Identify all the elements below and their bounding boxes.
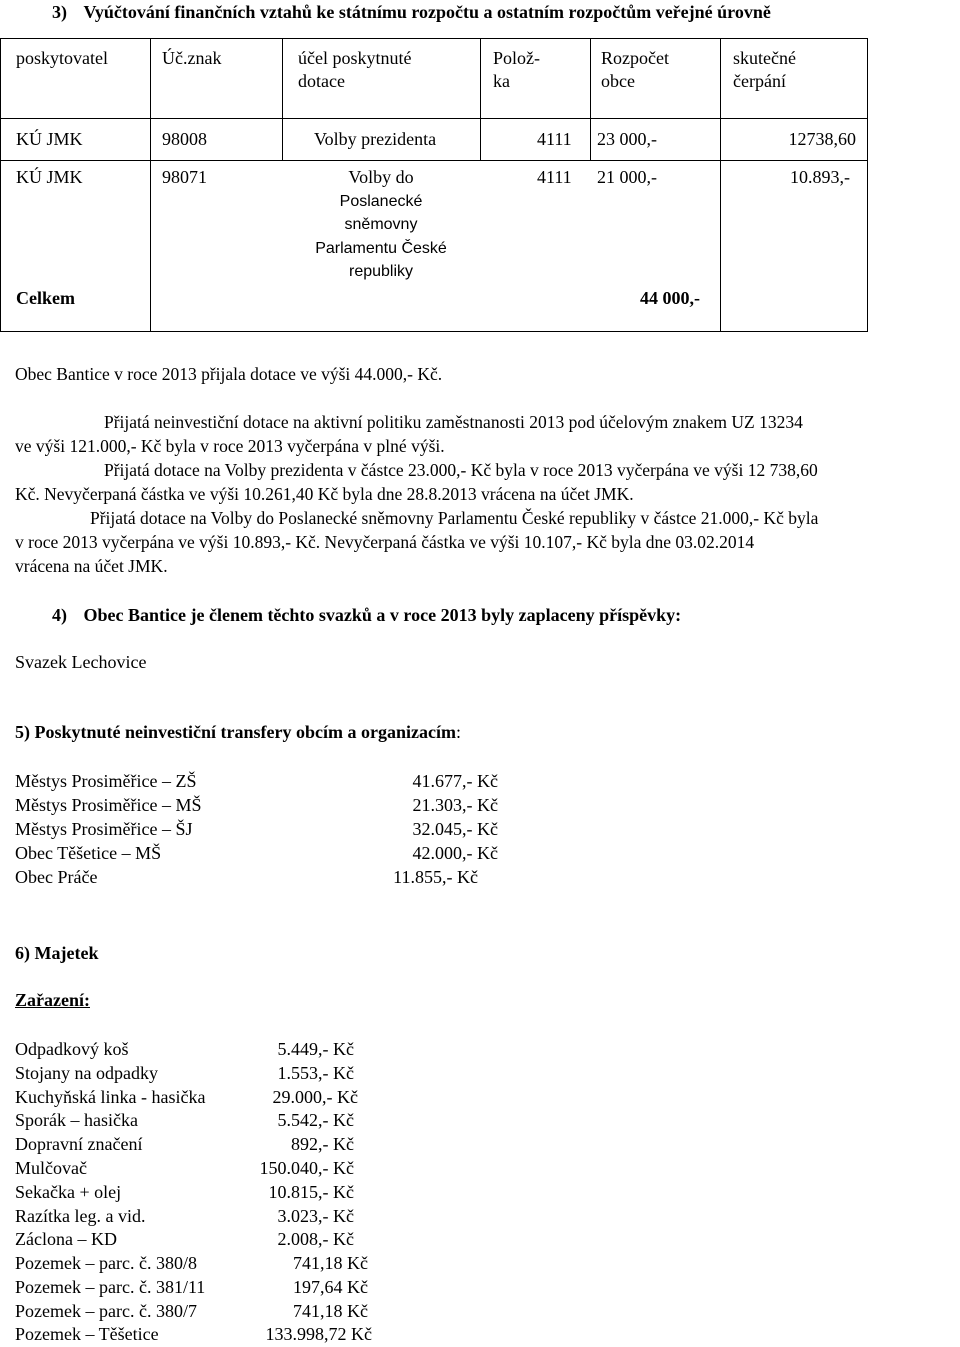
header-code: Úč.znak — [162, 48, 222, 68]
list-item: Kuchyňská linka - hasička — [15, 1087, 206, 1107]
cell-actual: 12738,60 — [788, 129, 856, 149]
list-item-amount: 41.677,- Kč — [412, 771, 498, 791]
cell-item: 4111 — [537, 167, 572, 187]
list-item-amount: 197,64 Kč — [293, 1277, 368, 1297]
list-item-amount: 32.045,- Kč — [412, 819, 498, 839]
cell-code: 98071 — [162, 167, 207, 187]
total-label: Celkem — [16, 288, 75, 308]
paragraph-line: Obec Bantice v roce 2013 přijala dotace ve výši 44.000,- Kč. — [15, 364, 443, 384]
list-item: Sporák – hasička — [15, 1110, 138, 1130]
list-item: Pozemek – parc. č. 381/11 — [15, 1277, 206, 1297]
header-provider: poskytovatel — [16, 48, 108, 68]
list-item-amount: 11.855,- Kč — [393, 867, 478, 887]
list-item: Pozemek – parc. č. 380/7 — [15, 1301, 197, 1321]
list-item: Razítka leg. a vid. — [15, 1206, 146, 1226]
section-4-number: 4) — [52, 605, 67, 625]
list-item: Městys Prosiměřice – ZŠ — [15, 771, 197, 791]
paragraph-line: vrácena na účet JMK. — [15, 556, 168, 576]
cell-item: 4111 — [537, 129, 572, 149]
list-item-amount: 892,- Kč — [291, 1134, 354, 1154]
list-item: Sekačka + olej — [15, 1182, 122, 1202]
section-4-title: Obec Bantice je členem těchto svazků a v roce 2013 byly zaplaceny příspěvky: — [83, 605, 682, 625]
list-item-amount: 3.023,- Kč — [277, 1206, 354, 1226]
paragraph-line: Přijatá dotace na Volby prezidenta v částce 23.000,- Kč byla v roce 2013 vyčerpána ve výši 12 738,60 — [104, 460, 818, 480]
header-actual: skutečné čerpání — [733, 48, 796, 91]
list-item-amount: 21.303,- Kč — [412, 795, 498, 815]
list-item-amount: 5.542,- Kč — [277, 1110, 354, 1130]
list-item: Městys Prosiměřice – ŠJ — [15, 819, 193, 839]
section-4-item: Svazek Lechovice — [15, 652, 147, 672]
paragraph-line: Přijatá neinvestiční dotace na aktivní politiku zaměstnanosti 2013 pod účelovým znakem UZ 13234 — [104, 412, 803, 432]
list-item-amount: 1.553,- Kč — [277, 1063, 354, 1083]
section-3-heading — [52, 2, 771, 23]
total-value: 44 000,- — [640, 288, 700, 308]
list-item-amount: 29.000,- Kč — [272, 1087, 358, 1107]
cell-code: 98008 — [162, 129, 207, 149]
list-item: Pozemek – parc. č. 380/8 — [15, 1253, 197, 1273]
list-item: Stojany na odpadky — [15, 1063, 158, 1083]
list-item: Odpadkový koš — [15, 1039, 129, 1059]
header-purpose: účel poskytnuté dotace — [298, 48, 412, 91]
header-budget: Rozpočet obce — [601, 48, 669, 91]
section-6-subtitle: Zařazení: — [15, 990, 90, 1010]
cell-provider: KÚ JMK — [16, 167, 83, 187]
list-item-amount: 150.040,- Kč — [259, 1158, 354, 1178]
section-4-heading — [52, 605, 681, 626]
header-item: Polož- ka — [493, 48, 540, 91]
list-item: Dopravní značení — [15, 1134, 143, 1154]
cell-budget: 21 000,- — [597, 167, 657, 187]
section-6-title: 6) Majetek — [15, 943, 99, 963]
list-item-amount: 2.008,- Kč — [277, 1229, 354, 1249]
section-3-title: Vyúčtování finančních vztahů ke státnímu rozpočtu a ostatním rozpočtům veřejné úrovně — [83, 2, 771, 22]
list-item-amount: 133.998,72 Kč — [265, 1324, 372, 1344]
paragraph-line: v roce 2013 vyčerpána ve výši 10.893,- Kč. Nevyčerpaná částka ve výši 10.107,- Kč byla dne 03.02.2014 — [15, 532, 755, 552]
paragraph-line: Přijatá dotace na Volby do Poslanecké sněmovny Parlamentu České republiky v částce 21.000,- Kč byla — [90, 508, 819, 528]
section-5-heading: 5) Poskytnuté neinvestiční transfery obcím a organizacím: — [15, 722, 461, 742]
list-item-amount: 42.000,- Kč — [412, 843, 498, 863]
section-3-number: 3) — [52, 2, 67, 22]
paragraph-line: ve výši 121.000,- Kč byla v roce 2013 vyčerpána v plné výši. — [15, 436, 445, 456]
cell-purpose: Volby do Poslanecké sněmovny Parlamentu České republiky — [315, 167, 447, 280]
cell-actual: 10.893,- — [790, 167, 850, 187]
section-5-title: 5) Poskytnuté neinvestiční transfery obcím a organizacím — [15, 722, 456, 742]
list-item-amount: 741,18 Kč — [293, 1253, 368, 1273]
list-item: Mulčovač — [15, 1158, 87, 1178]
cell-purpose: Volby prezidenta — [314, 129, 437, 149]
list-item-amount: 741,18 Kč — [293, 1301, 368, 1321]
paragraph-line: Kč. Nevyčerpaná částka ve výši 10.261,40 Kč byla dne 28.8.2013 vrácena na účet JMK. — [15, 484, 634, 504]
cell-provider: KÚ JMK — [16, 129, 83, 149]
list-item-amount: 10.815,- Kč — [268, 1182, 354, 1202]
list-item-amount: 5.449,- Kč — [277, 1039, 354, 1059]
cell-budget: 23 000,- — [597, 129, 657, 149]
list-item: Obec Práče — [15, 867, 98, 887]
list-item: Záclona – KD — [15, 1229, 117, 1249]
list-item: Pozemek – Těšetice — [15, 1324, 159, 1344]
list-item: Městys Prosiměřice – MŠ — [15, 795, 202, 815]
list-item: Obec Těšetice – MŠ — [15, 843, 162, 863]
